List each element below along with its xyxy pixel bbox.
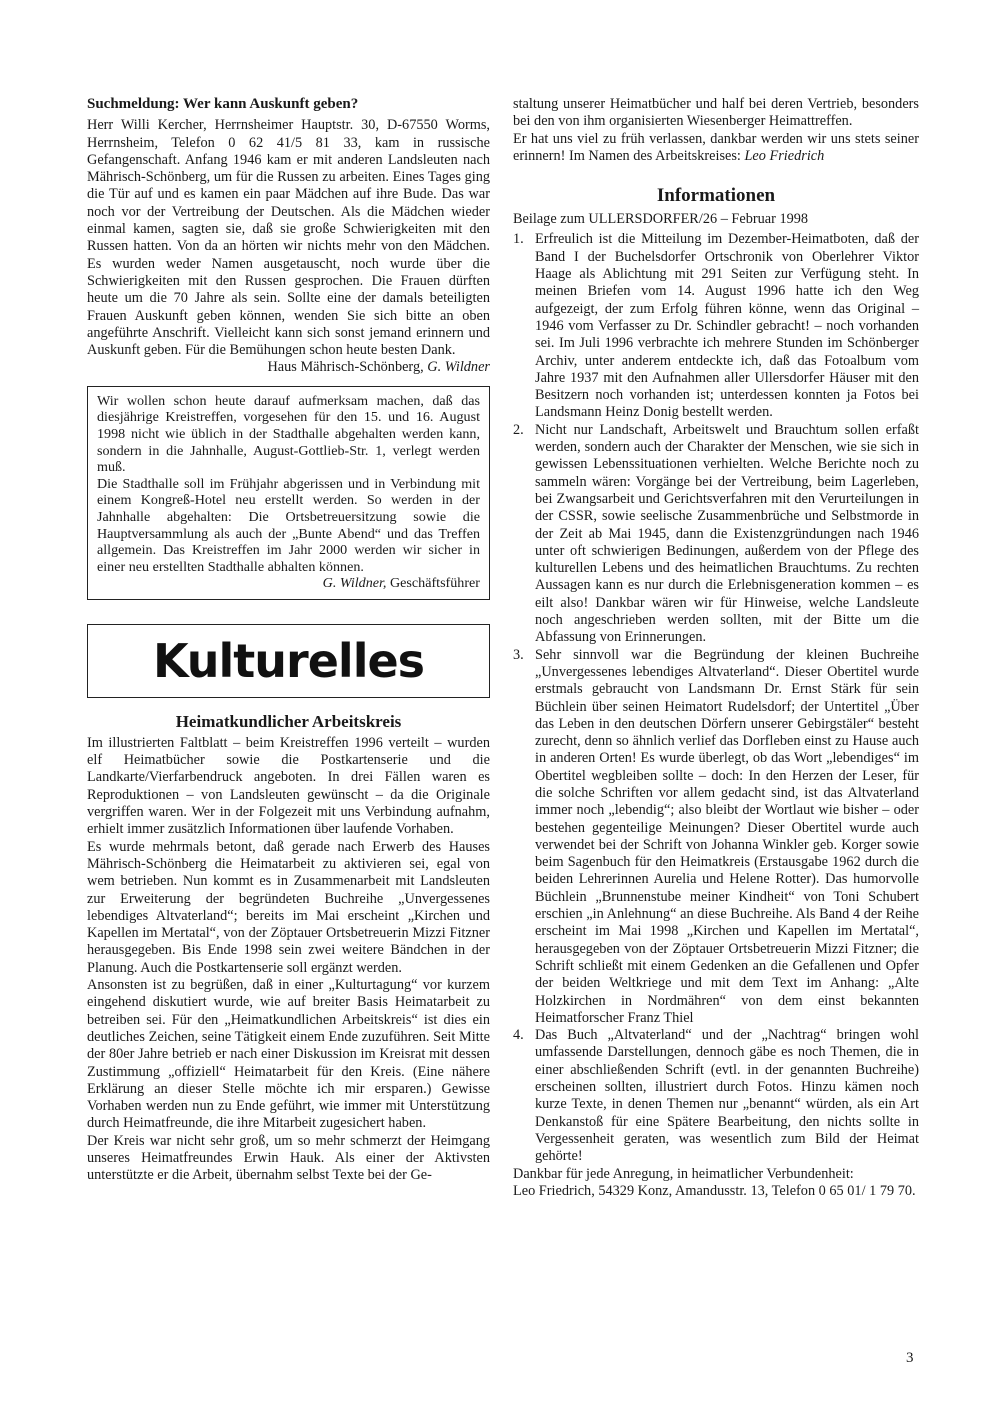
list-number: 2.: [513, 421, 524, 438]
section-title: Heimatkundlicher Arbeitskreis: [175, 711, 402, 731]
list-item: [513, 422, 919, 647]
notice-signature-role: Geschäftsführer: [386, 575, 480, 592]
list-item: [513, 1027, 919, 1165]
continuation-closing-name: Leo Friedrich: [744, 147, 825, 164]
search-signature-prefix: Haus Mährisch-Schönberg,: [267, 359, 428, 376]
search-signature: [87, 359, 490, 376]
list-item-text: Nicht nur Landschaft, Arbeitswelt und Brauchtum sollen erfaßt werden, sondern auch der Charakter der Menschen, wie sie sich in gewissen Lebenssituationen verhielten. Welche Berichte noch zu sammeln wären: Vorgänge bei der Vertreibung, beim Lagerleben, bei Zwangsarbeit und Gerichtsverfahren mit den Verurteilungen in der CSSR, sowie seelische Zusammenbrüche und Selbstmorde in der Zeit ab Mai 1945, dann die Existenzgründungen nach 1946 unter oft schwierigen Bedinungen, außerdem von der Pflege des kulturellen Lebens und des heimatlichen Brauchtums. Zu rechten Aussagen kann es nur durch die Erlebnisgeneration kommen – es eilt also! Dankbar wären wir für Hinweise, welche Landsleute noch angeschrieben werden sollten, mit der Bitte um die Abfassung von Erinnerungen.: [535, 421, 919, 646]
list-number: 1.: [513, 231, 524, 248]
banner-text: Kulturelles: [152, 633, 425, 688]
list-item: [513, 647, 919, 1028]
list-item-text: Erfreulich ist die Mitteilung im Dezember-Heimatboten, daß der Band I der Buchelsdorfer Ortschronik von Oberlehrer Viktor Haage als Ablichtung mit 291 Seiten zur Verfügung steht. In meinen Briefen vom 14. August 1996 hatte ich den Weg aufgezeigt, der zum Erfolg führen könne, wenn das Original – 1946 vom Verfasser zu Dr. Schindler gebracht! – noch vorhanden sei. Im Juli 1996 verbrachte ich mehrere Stunden im Schönberger Archiv, unter anderem entdeckte ich, daß das Fotoalbum vom Jahre 1937 mit den Aufnahmen aller Ullersdorfer Häuser mit den Besitzern noch vorhanden ist; unterdessen konnten ja Fotos bei Landsmann Heinz Donig bestellt werden.: [535, 231, 919, 421]
right-column: [513, 96, 919, 1200]
notice-signature-name: G. Wildner,: [322, 575, 387, 592]
list-number: 3.: [513, 646, 524, 663]
info-title: Informationen: [656, 185, 776, 207]
list-item-text: Das Buch „Altvaterland“ und der „Nachtrag“ bringen wohl umfassende Darstellungen, dennoch gäbe es noch Themen, die in einer abschließenden Schrift (evtl. in der genannten Buchreihe) erscheinen sollten, illustriert durch Fotos. Hinzu kämen noch kurze Texte, in denen Themen nur „benannt“ würden, als ein Art Denkanstoß für eine Spätere Bearbeitung, den nichts sollte in Vergessenheit geraten, was wesentlich zum Bild der Heimat gehörte!: [535, 1027, 919, 1165]
page-number: 3: [906, 1350, 914, 1366]
notice-signature: [97, 575, 480, 592]
notice-paragraph: Wir wollen schon heute darauf aufmerksam machen, daß das diesjährige Kreistreffen, vorgesehen für den 15. und 16. August 1998 nicht wie üblich in der Stadthalle abgehalten werden kann, sondern in die Jahnhalle, August-Gottlieb-Str. 1, verlegt werden muß.: [97, 392, 480, 476]
notice-box: [87, 386, 490, 600]
left-column: [87, 96, 490, 1185]
continuation-closing: [513, 131, 919, 166]
article-paragraph: Es wurde mehrmals betont, daß gerade nach Erwerb des Hauses Mährisch-Schönberg die Heimatarbeit zu aktivieren sei, egal von wem betrieben. Nun kommt es in Zusammenarbeit mit Landsleuten zur Erweiterung der begründeten Buchreihe „Unvergessenes lebendiges Altvaterland“; bereits im Mai erscheint „Kirchen und Kapellen im Mertatal“, von der Zöptauer Ortsbetreuerin Mizzi Fitzner herausgegeben. Bis Ende 1998 sein zwei weitere Bändchen in der Planung. Auch die Postkartenserie soll ergänzt werden.: [87, 838, 490, 976]
list-number: 4.: [513, 1027, 524, 1044]
list-item-text: Sehr sinnvoll war die Begründung der kleinen Buchreihe „Unvergessenes lebendiges Altvaterland“. Dieser Obertitel wurde erstmals gebraucht von Landsmann Dr. Ernst Stärk für sein Büchlein über seinen Heimatort Rudelsdorf; der Untertitel „Über das Leben in den deutschen Dörfern unserer Gebirgstäler“ besteht zurecht, denn so ähnlich verlief das Dorfleben einst zu Hause auch in anderen Orten! Es wurde überlegt, ob das Wort „lebendiges“ im Obertitel wegbleiben sollte – doch: In den Herzen der Leser, für die solche Schriften vor allem gedacht sind, ist das Altvaterland immer noch „lebendig“; also bleibt der Wortlaut wie bisher – oder bestehen gegenteilige Meinungen? Dieser Obertitel wurde auch verwendet bei der Schrift von Johanna Winkler geb. Korger sowie beim Sagenbuch für den Heimatkreis (Erstausgabe 1962 durch die beiden Lehrerinnen Aurelia und Helene Rotter). Das humorvolle Büchlein „Brunnenstube meiner Kindheit“ von Toni Schubert erschien „in Anlehnung“ an diese Buchreihe. Als Band 4 der Reihe erscheint im Mai 1998 „Kirchen und Kapellen im Mertatal“, herausgegeben von der Zöptauer Ortsbetreuerin Mizzi Fitzner; die Schrift schließt mit einem Gedenken an die Gefallenen und Opfer der beiden Weltkriege und mit dem Text im Anhang: „Alte Holzkirchen in Nordmähren“ von dem einst bekannten Heimatforscher Franz Thiel: [535, 646, 919, 1026]
closing-address: Leo Friedrich, 54329 Konz, Amandusstr. 13, Telefon 0 65 01/ 1 79 70.: [513, 1182, 916, 1199]
article-paragraph: Ansonsten ist zu begrüßen, daß in einer „Kulturtagung“ vor kurzem eingehend diskutiert wurde, wie auf breiter Basis Heimatarbeit zu betreiben sei. Für den „Heimatkundlichen Arbeitskreis“ ist dies ein deutliches Zeichen, seine Tätigkeit einem Ende zuzuführen. Seit Mitte der 80er Jahre betrieb er nach einer Diskussion im Kreisrat mit dessen Zustimmung „offiziell“ Heimatarbeit für den Kreis. (Eine nähere Erklärung an dieser Stelle möchte ich mir ersparen.) Gewisse Vorhaben werden nun zu Ende geführt, wie immer mit Unterstützung durch Heimatfreunde, die ihre Mitarbeit zugesichert haben.: [87, 977, 490, 1132]
info-subtitle: Beilage zum ULLERSDORFER/26 – Februar 1998: [513, 211, 809, 228]
search-heading: Suchmeldung: Wer kann Auskunft geben?: [87, 96, 359, 112]
article-paragraph: Der Kreis war nicht sehr groß, um so mehr schmerzt der Heimgang unseres Heimatfreundes Erwin Hauk. Als einer der Aktivsten unterstützte er die Arbeit, übernahm selbst Texte bei der Ge-: [87, 1132, 490, 1184]
article-paragraph: Im illustrierten Faltblatt – beim Kreistreffen 1996 verteilt – wurden elf Heimatbücher sowie die Postkartenserie und die Landkarte/Vierfarbendruck angeboten. In drei Fällen waren es Reproduktionen – von Landsleuten gewünscht – da die Originale vergriffen waren. Wer in der Folgezeit mit uns Verbindung aufnahm, erhielt immer zusätzlich Informationen über laufende Vorhaben.: [87, 734, 490, 838]
closing-line: Dankbar für jede Anregung, in heimatlicher Verbundenheit:: [513, 1165, 854, 1182]
list-item: [513, 231, 919, 421]
notice-paragraph: Die Stadthalle soll im Frühjahr abgerissen und in Verbindung mit einem Kongreß-Hotel neu erstellt werden. So werden in der Jahnhalle abgehalten: Die Ortsbetreuersitzung sowie die Hauptversammlung als auch der „Bunte Abend“ und das Treffen allgemein. Das Kreistreffen im Jahr 2000 werden wir sicher in einer neu erstellten Stadthalle abhalten können.: [97, 475, 480, 575]
search-body: Herr Willi Kercher, Herrnsheimer Hauptstr. 30, D-67550 Worms, Herrnsheim, Telefon 0 62 41/5 81 33, kam in russische Gefangenschaft. Anfang 1946 kam er mit anderen Landsleuten nach Mährisch-Schönberg, um für die Russen zu arbeiten. Eines Tages ging die Tür auf und es kamen ein paar Mädchen auf ihre Bude. Das war noch vor der Vertreibung der Deutschen. Als die Mädchen wieder einmal kamen, sagten sie, daß sie große Schwierigkeiten mit den Russen hatten. Von da an hörten wir nichts mehr von den Mädchen. Es wurden weder Namen ausgetauscht, noch wurde über die Schwierigkeiten mit den Russen gesprochen. Die Frauen dürften heute um die 70 Jahre als sein. Sollte eine der damals beteiligten Frauen Auskunft geben können, wenden Sie sich bitte an oben angeführte Anschrift. Vielleicht kann sich sonst jemand erinnern und Auskunft geben. Für die Bemühungen schon heute besten Dank.: [87, 117, 490, 359]
continuation-closing-text: Er hat uns viel zu früh verlassen, dankbar werden wir uns stets seiner erinnern! Im Namen des Arbeitskreises:: [513, 130, 919, 164]
continuation-paragraph: staltung unserer Heimatbücher und half bei deren Vertrieb, besonders bei den von ihm organisierten Wiesenberger Heimattreffen.: [513, 96, 919, 130]
search-signature-name: G. Wildner: [427, 359, 490, 376]
kulturelles-banner: [87, 624, 490, 698]
info-list: [513, 231, 919, 1165]
